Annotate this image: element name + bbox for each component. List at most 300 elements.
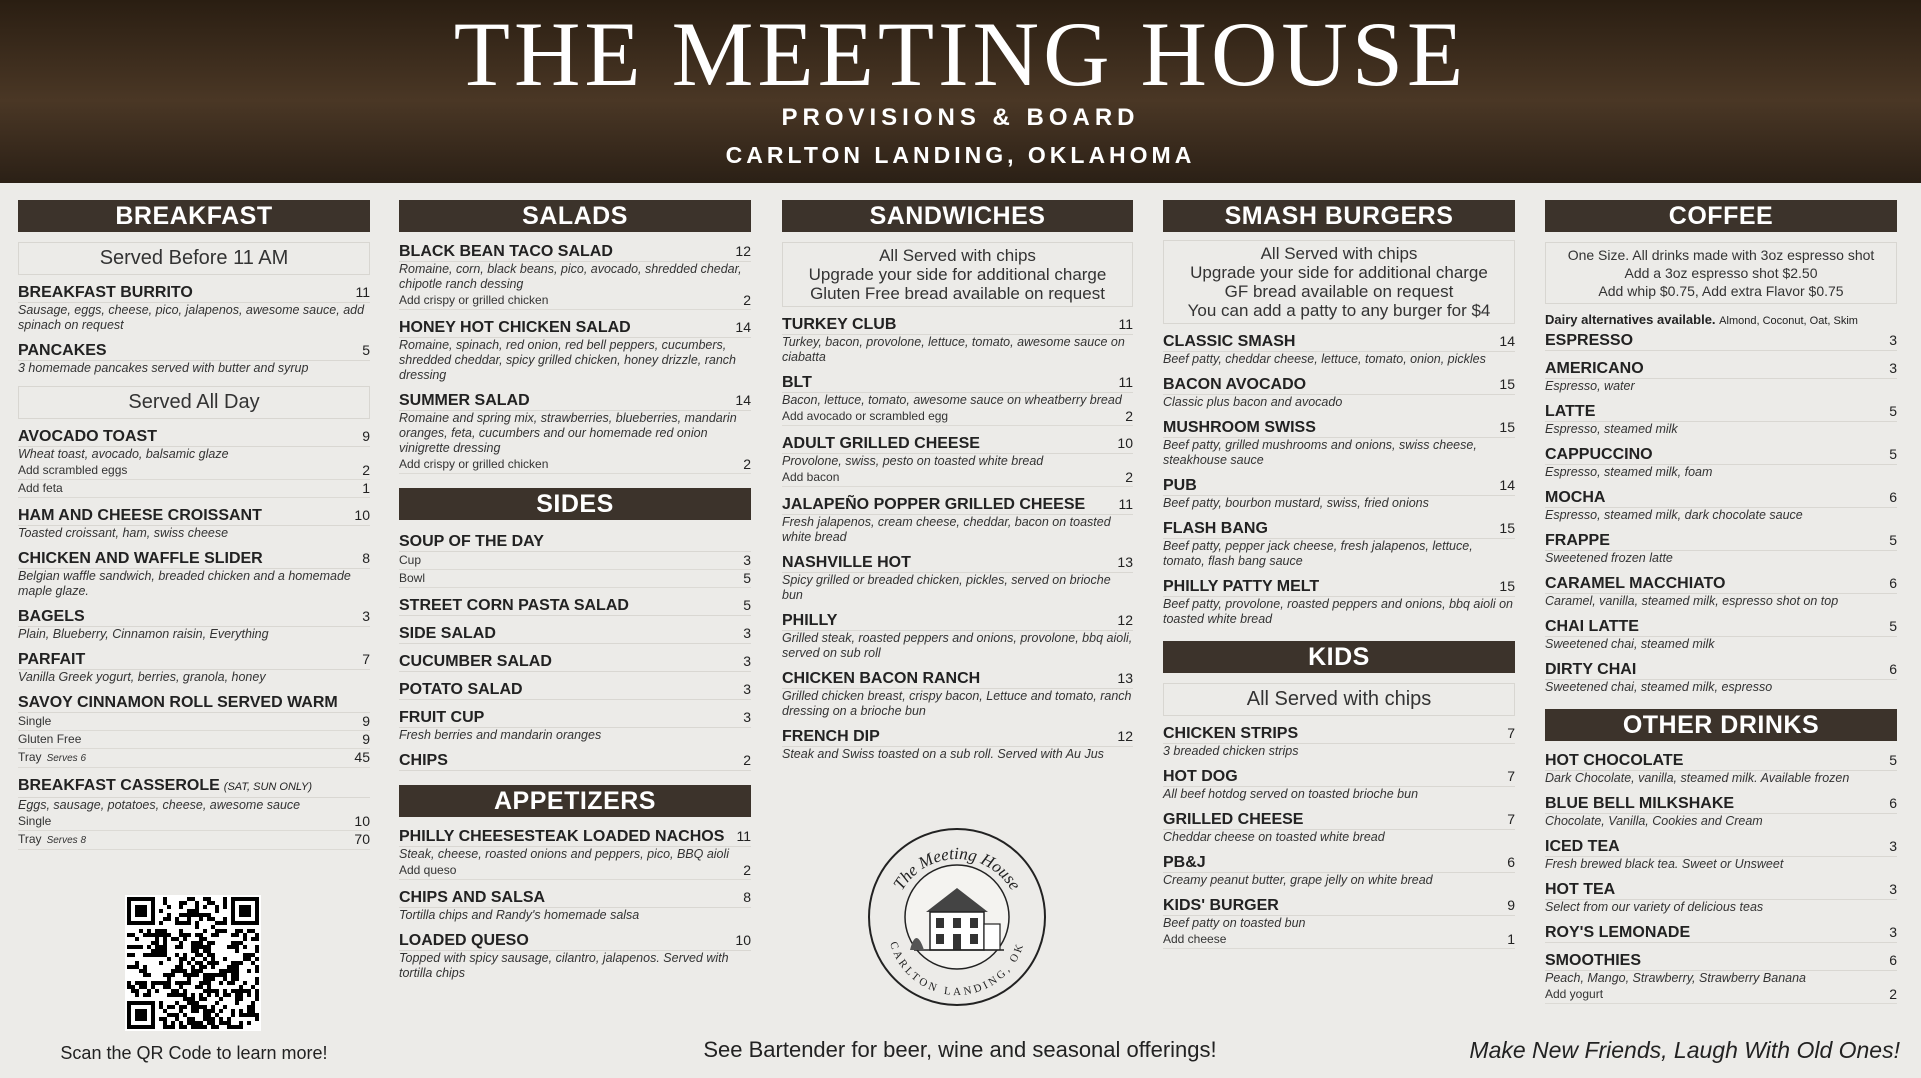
menu-item-name-text: PHILLY (782, 612, 838, 629)
menu-item-option (399, 552, 751, 570)
menu-item-option (1163, 931, 1515, 949)
menu-item-row (399, 532, 751, 552)
menu-item-name-text: HONEY HOT CHICKEN SALAD (399, 319, 631, 336)
menu-item-option-label (782, 469, 839, 486)
menu-item-name (399, 532, 544, 551)
menu-item-name (1163, 810, 1303, 829)
menu-item-option-label (399, 292, 548, 309)
menu-item (399, 888, 751, 923)
column-smash-burgers (1163, 200, 1515, 957)
menu-item-name (399, 888, 545, 907)
menu-item-name (782, 373, 812, 392)
menu-item-option-label (18, 480, 63, 497)
menu-item-row (399, 680, 751, 700)
burger-note: All Served with chips (1260, 244, 1418, 263)
menu-item-row (399, 318, 751, 338)
menu-item (782, 553, 1133, 603)
menu-item (1545, 951, 1897, 1004)
menu-item-name-text: CHAI LATTE (1545, 618, 1639, 635)
menu-item-name-text: SAVOY CINNAMON ROLL SERVED WARM (18, 694, 338, 711)
menu-item-price: 3 (1889, 332, 1897, 348)
menu-item-row (1545, 402, 1897, 422)
menu-item-row (782, 434, 1133, 454)
menu-item-price: 10 (354, 507, 370, 523)
menu-item (1545, 837, 1897, 872)
smash-burgers-items (1163, 332, 1515, 627)
menu-item-price: 6 (1889, 575, 1897, 591)
menu-item-name-text: CHICKEN STRIPS (1163, 725, 1299, 742)
menu-item-name (18, 427, 157, 446)
menu-item-row (1545, 837, 1897, 857)
menu-item-name-text: CHICKEN BACON RANCH (782, 670, 981, 687)
menu-item-name (1163, 476, 1197, 495)
menu-item-option (18, 813, 370, 831)
menu-item-name (399, 318, 631, 337)
menu-item-row (1545, 751, 1897, 771)
menu-item-name-text: PARFAIT (18, 651, 86, 668)
menu-item-name (399, 242, 613, 261)
menu-item (399, 596, 751, 616)
menu-item-name (1163, 519, 1268, 538)
menu-item-row (18, 607, 370, 627)
menu-item-row (1545, 445, 1897, 465)
logo-bottom-text: CARLTON LANDING, OK (887, 940, 1027, 999)
menu-item-price: 6 (1507, 854, 1515, 870)
menu-item-name-text: MOCHA (1545, 489, 1606, 506)
option-label-text: Bowl (399, 571, 426, 585)
menu-item-price: 5 (362, 342, 370, 358)
option-label-text: Add bacon (782, 470, 840, 484)
menu-item-name (1545, 951, 1641, 970)
menu-item-row (399, 931, 751, 951)
menu-item-row (1163, 853, 1515, 873)
menu-item-description: Vanilla Greek yogurt, berries, granola, honey (18, 670, 266, 684)
menu-item-row (782, 373, 1133, 393)
dairy-options: Almond, Coconut, Oat, Skim (1719, 315, 1858, 327)
menu-item-name (1545, 880, 1615, 899)
menu-item-option-price: 2 (743, 292, 751, 308)
menu-item-name-text: KIDS' BURGER (1163, 897, 1279, 914)
option-note: Serves 8 (46, 835, 87, 846)
option-label-text: Tray (18, 832, 42, 846)
menu-item (1545, 794, 1897, 829)
menu-item-name-text: CHIPS AND SALSA (399, 889, 546, 906)
menu-item (1545, 359, 1897, 394)
column-salads (399, 200, 751, 989)
menu-item-description: Romaine, spinach, red onion, red bell peppers, cucumbers, shredded cheddar, spicy grilled chicken, honey drizzle, ranch dressing (399, 338, 736, 382)
menu-item-name-text: PUB (1163, 477, 1197, 494)
menu-item-name-text: SMOOTHIES (1545, 952, 1642, 969)
menu-item-price: 6 (1889, 795, 1897, 811)
menu-item-option (18, 480, 370, 498)
menu-item-option-price: 2 (1889, 986, 1897, 1002)
menu-item-name-text: SIDE SALAD (399, 625, 496, 642)
menu-item-option-label (18, 713, 51, 730)
menu-item-option (399, 570, 751, 588)
menu-item-option (782, 469, 1133, 487)
menu-item-name-text: BACON AVOCADO (1163, 376, 1307, 393)
menu-item (18, 650, 370, 685)
section-heading-other-drinks: OTHER DRINKS (1545, 709, 1897, 741)
menu-item-option-price: 2 (743, 862, 751, 878)
menu-item-price: 3 (1889, 360, 1897, 376)
dairy-label: Dairy alternatives available. (1545, 312, 1716, 327)
menu-item-name-text: TURKEY CLUB (782, 316, 897, 333)
menu-item (18, 776, 370, 850)
menu-item-name-text: BREAKFAST BURRITO (18, 284, 193, 301)
menu-item-price: 14 (735, 319, 751, 335)
menu-item-row (782, 553, 1133, 573)
menu-item-option-price: 70 (354, 831, 370, 847)
menu-item (1163, 577, 1515, 627)
qr-code-icon (127, 897, 259, 1029)
menu-item-row (399, 624, 751, 644)
menu-item (1545, 488, 1897, 523)
menu-item-option-label (18, 462, 127, 479)
coffee-note: Add a 3oz espresso shot $2.50 (1624, 265, 1818, 281)
menu-item (399, 751, 751, 771)
menu-item-row (782, 315, 1133, 335)
menu-item-tag: (SAT, SUN ONLY) (223, 781, 313, 793)
menu-item-row (18, 506, 370, 526)
menu-item-row (1545, 488, 1897, 508)
menu-item-row (18, 650, 370, 670)
menu-item-row (1163, 418, 1515, 438)
menu-item-name-text: PB&J (1163, 854, 1206, 871)
menu-item (1545, 660, 1897, 695)
menu-item-option (399, 292, 751, 310)
menu-item-row (1163, 519, 1515, 539)
menu-item-name-text: BAGELS (18, 608, 85, 625)
menu-item-price: 5 (1889, 752, 1897, 768)
menu-item-name-text: CUCUMBER SALAD (399, 653, 552, 670)
menu-item (1163, 853, 1515, 888)
restaurant-subtitle: PROVISIONS & BOARD (781, 104, 1140, 131)
menu-item-price: 14 (1499, 333, 1515, 349)
menu-item-row (18, 693, 370, 713)
burger-note: Upgrade your side for additional charge (1190, 263, 1488, 282)
menu-item-name-text: ADULT GRILLED CHEESE (782, 435, 980, 452)
sandwiches-notes (782, 242, 1133, 307)
menu-item-option-price: 45 (354, 749, 370, 765)
menu-item-description: Fresh brewed black tea. Sweet or Unsweet (1545, 857, 1784, 871)
kids-note: All Served with chips (1163, 683, 1515, 716)
menu-item (1545, 574, 1897, 609)
menu-item-row (1545, 531, 1897, 551)
burger-note: You can add a patty to any burger for $4 (1187, 301, 1491, 320)
menu-item (399, 652, 751, 672)
option-label-text: Add feta (18, 481, 63, 495)
menu-item-row (1545, 880, 1897, 900)
menu-item-name-text: ROY'S LEMONADE (1545, 924, 1691, 941)
menu-item-option-price: 2 (743, 456, 751, 472)
menu-item-option-price: 2 (1125, 408, 1133, 424)
menu-item-option-label (18, 831, 86, 849)
menu-item-option (18, 713, 370, 731)
menu-item (399, 708, 751, 743)
column-sandwiches (782, 200, 1133, 770)
menu-item-name (399, 652, 552, 671)
menu-item-name (399, 391, 530, 410)
menu-item-row (399, 391, 751, 411)
menu-item-price: 2 (743, 752, 751, 768)
menu-item-name (1163, 896, 1279, 915)
option-label-text: Single (18, 714, 52, 728)
kids-items (1163, 724, 1515, 949)
menu-item-description: Wheat toast, avocado, balsamic glaze (18, 447, 229, 461)
menu-item-price: 8 (362, 550, 370, 566)
restaurant-location: CARLTON LANDING, OKLAHOMA (725, 142, 1196, 168)
menu-item-price: 13 (1117, 670, 1133, 686)
smash-burgers-notes (1163, 240, 1515, 324)
menu-item-option-price: 9 (362, 731, 370, 747)
menu-item-row (399, 708, 751, 728)
menu-item-description: Fresh berries and mandarin oranges (399, 728, 602, 742)
section-heading-kids: KIDS (1163, 641, 1515, 673)
menu-item-price: 11 (355, 284, 370, 300)
menu-item-price: 15 (1499, 419, 1515, 435)
menu-item-name (782, 495, 1085, 514)
menu-item-name (1545, 445, 1653, 464)
menu-item-price: 3 (743, 681, 751, 697)
menu-item-price: 3 (743, 625, 751, 641)
menu-item-row (782, 727, 1133, 747)
menu-item-name (399, 680, 523, 699)
option-label-text: Add scrambled eggs (18, 463, 128, 477)
menu-item-name-text: BLACK BEAN TACO SALAD (399, 243, 613, 260)
menu-item-option (399, 862, 751, 880)
menu-item (1163, 810, 1515, 845)
option-label-text: Single (18, 814, 52, 828)
menu-item-description: Beef patty, cheddar cheese, lettuce, tomato, onion, pickles (1163, 352, 1486, 366)
menu-item-name-text: PHILLY PATTY MELT (1163, 578, 1320, 595)
menu-item-price: 15 (1499, 520, 1515, 536)
menu-item-description: Spicy grilled or breaded chicken, pickles, served on brioche bun (782, 573, 1111, 602)
menu-item-price: 3 (362, 608, 370, 624)
option-label-text: Add yogurt (1545, 987, 1604, 1001)
menu-item-name (1545, 660, 1636, 679)
menu-item-price: 5 (1889, 446, 1897, 462)
section-heading-breakfast: BREAKFAST (18, 200, 370, 232)
menu-item (399, 532, 751, 588)
menu-item-name-text: HOT TEA (1545, 881, 1616, 898)
menu-item-description: Sweetened frozen latte (1545, 551, 1673, 565)
menu-item-option-label (1545, 986, 1603, 1003)
menu-item (1545, 331, 1897, 351)
menu-item-option-price: 2 (1125, 469, 1133, 485)
menu-item (1545, 923, 1897, 943)
footer-tagline: Make New Friends, Laugh With Old Ones! (1469, 1037, 1900, 1063)
menu-item-description: Topped with spicy sausage, cilantro, jalapenos. Served with tortilla chips (399, 951, 729, 980)
menu-item-name (1163, 767, 1238, 786)
menu-item-price: 5 (1889, 403, 1897, 419)
menu-item-description: Beef patty, provolone, roasted peppers and onions, bbq aioli on toasted white bread (1163, 597, 1514, 626)
menu-item-description: Bacon, lettuce, tomato, awesome sauce on wheatberry bread (782, 393, 1122, 407)
menu-item-price: 5 (1889, 618, 1897, 634)
menu-item-option-price: 10 (354, 813, 370, 829)
menu-item-name-text: CARAMEL MACCHIATO (1545, 575, 1726, 592)
sandwiches-items (782, 315, 1133, 762)
option-note: Serves 6 (46, 753, 87, 764)
menu-item-description: Romaine and spring mix, strawberries, blueberries, mandarin oranges, feta, cucumbers and our homemade red onion vinigrette dressing (399, 411, 737, 455)
menu-item-name (18, 549, 263, 568)
menu-item-option-label (399, 570, 425, 587)
menu-item (782, 315, 1133, 365)
menu-item-name-text: ESPRESSO (1545, 332, 1634, 349)
menu-item-row (399, 596, 751, 616)
menu-item-description: Espresso, water (1545, 379, 1635, 393)
dairy-alternatives (1545, 312, 1897, 327)
menu-item-price: 10 (735, 932, 751, 948)
menu-item-name (782, 315, 896, 334)
menu-item-name-text: PHILLY CHEESESTEAK LOADED NACHOS (399, 828, 725, 845)
option-label-text: Cup (399, 553, 422, 567)
menu-item-price: 3 (1889, 881, 1897, 897)
menu-item-name-text: BLUE BELL MILKSHAKE (1545, 795, 1735, 812)
menu-item-option-label (399, 456, 548, 473)
menu-item-name-text: MUSHROOM SWISS (1163, 419, 1316, 436)
menu-item (782, 669, 1133, 719)
menu-item-row (1545, 794, 1897, 814)
menu-item-description: Select from our variety of delicious teas (1545, 900, 1764, 914)
menu-item-name (1545, 837, 1620, 856)
menu-item-price: 12 (1117, 728, 1133, 744)
menu-item-name (18, 650, 85, 669)
menu-item (399, 318, 751, 383)
menu-item-name-text: CHICKEN AND WAFFLE SLIDER (18, 550, 263, 567)
menu-item (18, 607, 370, 642)
menu-item-name-text: AMERICANO (1545, 360, 1644, 377)
menu-item-name-text: SOUP OF THE DAY (399, 533, 544, 550)
menu-item-name (782, 727, 880, 746)
menu-item-description: Chocolate, Vanilla, Cookies and Cream (1545, 814, 1763, 828)
menu-item-description: Romaine, corn, black beans, pico, avocado, shredded chedar, chipotle ranch dessing (399, 262, 742, 291)
menu-item-description: Beef patty on toasted bun (1163, 916, 1306, 930)
menu-item-name (1545, 331, 1633, 350)
menu-item-option-label (782, 408, 948, 425)
menu-item-description: All beef hotdog served on toasted brioche bun (1163, 787, 1419, 801)
menu-item-description: Beef patty, bourbon mustard, swiss, fried onions (1163, 496, 1429, 510)
menu-item-row (1163, 577, 1515, 597)
menu-item-option-label (18, 813, 51, 830)
menu-item-name (1545, 531, 1610, 550)
menu-item-price: 3 (1889, 838, 1897, 854)
menu-item-name-text: DIRTY CHAI (1545, 661, 1637, 678)
menu-item (399, 931, 751, 981)
column-breakfast (18, 200, 370, 858)
breakfast-all-day-items (18, 427, 370, 850)
option-label-text: Add queso (399, 863, 457, 877)
menu-item-name (1163, 332, 1295, 351)
menu-item-name (1163, 853, 1206, 872)
other-drinks-items (1545, 751, 1897, 1004)
menu-item-option-price: 1 (1507, 931, 1515, 947)
menu-item (782, 373, 1133, 426)
menu-item-price: 3 (743, 709, 751, 725)
menu-item-row (1545, 951, 1897, 971)
menu-item-name (1163, 375, 1306, 394)
menu-item-price: 11 (736, 828, 751, 844)
menu-item-row (1163, 724, 1515, 744)
menu-item-name (18, 607, 85, 626)
option-label-text: Add cheese (1163, 932, 1227, 946)
menu-item-option-price: 1 (362, 480, 370, 496)
menu-item-description: Turkey, bacon, provolone, lettuce, tomato, awesome sauce on ciabatta (782, 335, 1125, 364)
burger-note: GF bread available on request (1224, 282, 1454, 301)
menu-item-description: Beef patty, grilled mushrooms and onions, swiss cheese, steakhouse sauce (1163, 438, 1477, 467)
menu-item-row (782, 495, 1133, 515)
menu-item-option-label (399, 552, 421, 569)
menu-item-description: Tortilla chips and Randy's homemade salsa (399, 908, 640, 922)
menu-item-option-label (18, 749, 86, 767)
menu-item-name-text: CAPPUCCINO (1545, 446, 1653, 463)
menu-item-description: Provolone, swiss, pesto on toasted white bread (782, 454, 1044, 468)
menu-item-option-label (1163, 931, 1226, 948)
menu-item (399, 680, 751, 700)
menu-item-description: Plain, Blueberry, Cinnamon raisin, Everything (18, 627, 269, 641)
menu-item-price: 6 (1889, 952, 1897, 968)
coffee-note: One Size. All drinks made with 3oz espresso shot (1567, 247, 1875, 263)
menu-item-name (399, 751, 448, 770)
menu-header (0, 0, 1921, 183)
menu-item-option-price: 3 (743, 552, 751, 568)
menu-item-row (1163, 332, 1515, 352)
appetizers-items (399, 827, 751, 981)
menu-item-description: Creamy peanut butter, grape jelly on white bread (1163, 873, 1433, 887)
menu-item-name-text: CLASSIC SMASH (1163, 333, 1296, 350)
meeting-house-logo (866, 826, 1048, 1008)
menu-item-name (782, 434, 980, 453)
menu-item (1163, 332, 1515, 367)
menu-item-option (18, 731, 370, 749)
menu-item-name (1545, 923, 1690, 942)
menu-item-description: Peach, Mango, Strawberry, Strawberry Banana (1545, 971, 1807, 985)
menu-item-description: Steak, cheese, roasted onions and peppers, pico, BBQ aioli (399, 847, 730, 861)
menu-item-name-text: PANCAKES (18, 342, 107, 359)
menu-item (782, 727, 1133, 762)
menu-item-row (1545, 617, 1897, 637)
menu-item-row (1163, 810, 1515, 830)
section-heading-sandwiches: SANDWICHES (782, 200, 1133, 232)
menu-item-row (399, 751, 751, 771)
menu-item-option (18, 462, 370, 480)
menu-item-row (18, 776, 370, 798)
menu-item-price: 8 (743, 889, 751, 905)
menu-item-description: Espresso, steamed milk (1545, 422, 1678, 436)
footer-bartender-note: See Bartender for beer, wine and seasonal offerings! (703, 1037, 1217, 1062)
menu-item-price: 9 (1507, 897, 1515, 913)
menu-item-price: 7 (362, 651, 370, 667)
menu-item-price: 7 (1507, 768, 1515, 784)
menu-item-name-text: ICED TEA (1545, 838, 1620, 855)
menu-item-price: 15 (1499, 376, 1515, 392)
menu-item (399, 624, 751, 644)
menu-item (18, 283, 370, 333)
menu-item (1163, 375, 1515, 410)
menu-item-price: 12 (735, 243, 751, 259)
menu-item (399, 391, 751, 474)
menu-item-price: 7 (1507, 725, 1515, 741)
menu-item (1545, 402, 1897, 437)
menu-item-name-text: HOT DOG (1163, 768, 1238, 785)
menu-item-price: 10 (1117, 435, 1133, 451)
option-label-text: Add avocado or scrambled egg (782, 409, 949, 423)
menu-item-option (782, 408, 1133, 426)
menu-item-price: 14 (735, 392, 751, 408)
qr-code[interactable] (125, 895, 261, 1031)
section-heading-salads: SALADS (399, 200, 751, 232)
option-label-text: Gluten Free (18, 732, 82, 746)
